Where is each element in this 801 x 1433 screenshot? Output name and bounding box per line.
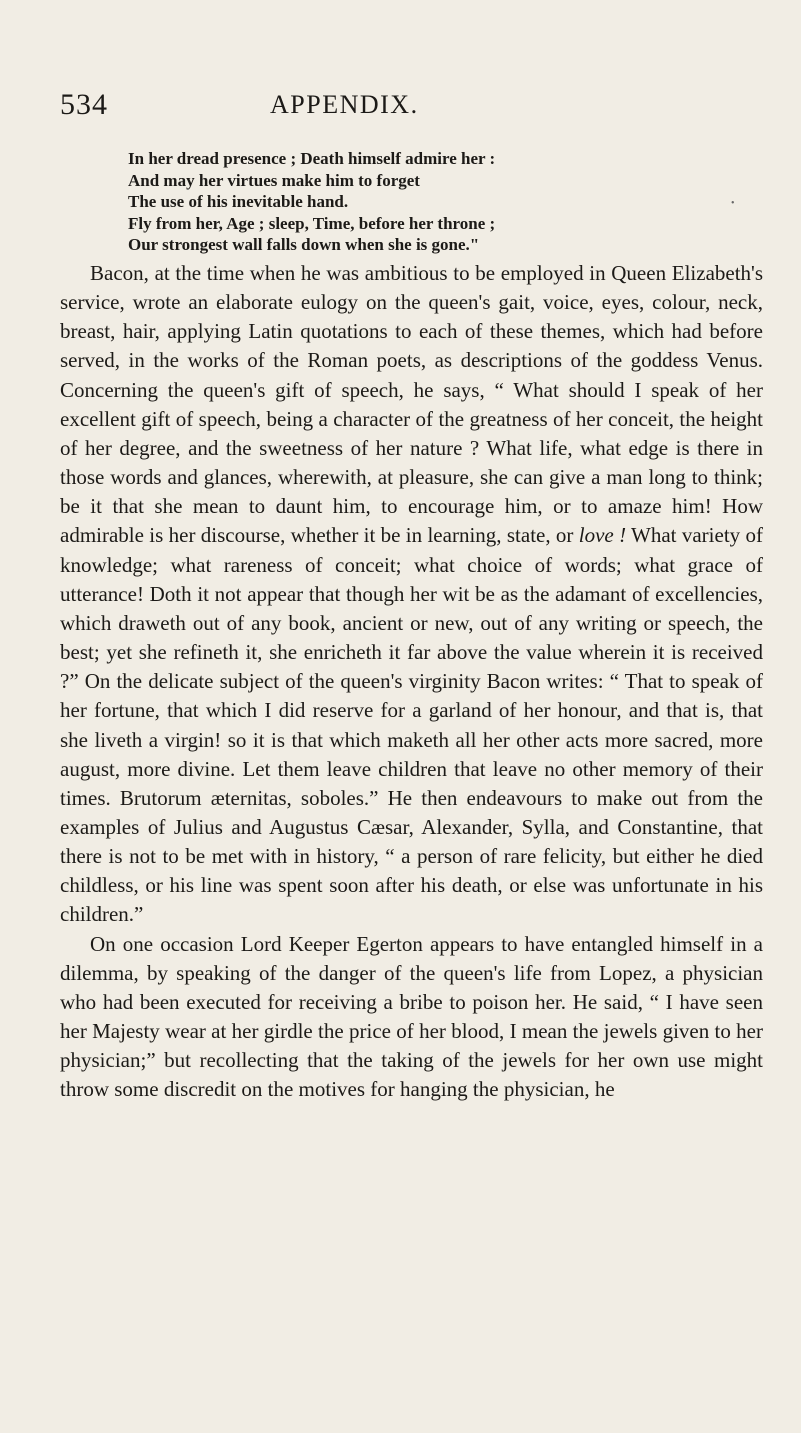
gutter-mark: •	[731, 198, 735, 209]
running-head: APPENDIX.	[270, 90, 419, 119]
verse-line: The use of his inevitable hand.	[128, 192, 349, 211]
page-header	[60, 88, 760, 128]
verse-line: In her dread presence ; Death himself admire her :	[128, 149, 496, 168]
paragraph-text: Bacon, at the time when he was ambitious to be employed in Queen Elizabeth's service, wrote an elaborate eulogy on the queen's gait, voice, eyes, colour, neck, breast, hair, applying Latin quotations to each of these themes, which had before served, in the works of the Roman poets, as descriptions of the goddess Venus. Concerning the queen's gift of speech, he says, “ What should I speak of her excellent gift of speech, being a character of the greatness of her conceit, the height of her degree, and the sweetness of her nature ? What life, what edge is there in those words and glances, wherewith, at pleasure, she can give a man long to think; be it that she mean to daunt him, to encourage him, or to amaze him! How admirable is her discourse, whether it be in learning, state, or	[60, 261, 763, 548]
verse-quotation	[128, 148, 688, 256]
verse-line: Our strongest wall falls down when she is gone."	[128, 235, 480, 254]
verse-line: Fly from her, Age ; sleep, Time, before her throne ;	[128, 213, 496, 233]
emphasis-text: love !	[578, 523, 627, 548]
paragraph	[60, 259, 763, 930]
body-text	[60, 259, 763, 1105]
paragraph: On one occasion Lord Keeper Egerton appears to have entangled himself in a dilemma, by speaking of the danger of the queen's life from Lopez, a physician who had been executed for receiving a bribe to poison her. He said, “ I have seen her Majesty wear at her girdle the price of her blood, I mean the jewels given to her physician;” but recollecting that the taking of the jewels for her own use might throw some discredit on the motives for hanging the physician, he	[60, 931, 763, 1102]
verse-line: And may her virtues make him to forget	[128, 170, 420, 190]
paragraph-text: What variety of knowledge; what rareness of conceit; what choice of words; what grace of utterance! Doth it not appear that though her wit be as the adamant of excellencies, which draweth out of any book, ancient or new, out of any writing or speech, the best; yet she refineth it, she enricheth it far above the value wherein it is received ?” On the delicate subject of the queen's virginity Bacon writes: “ That to speak of her fortune, that which I did reserve for a garland of her honour, and that is, that she liveth a virgin! so it is that which maketh all her other acts more sacred, more august, more divine. Let them leave children that leave no other memory of their times. Brutorum æternitas, soboles.” He then endeavours to make out from the examples of Julius and Augustus Cæsar, Alexander, Sylla, and Constantine, that there is not to be met with in history, “ a person of rare felicity, but either he died childless, or his line was spent soon after his death, or else was unfortunate in his children.”	[60, 523, 763, 927]
page-number: 534	[60, 88, 108, 121]
